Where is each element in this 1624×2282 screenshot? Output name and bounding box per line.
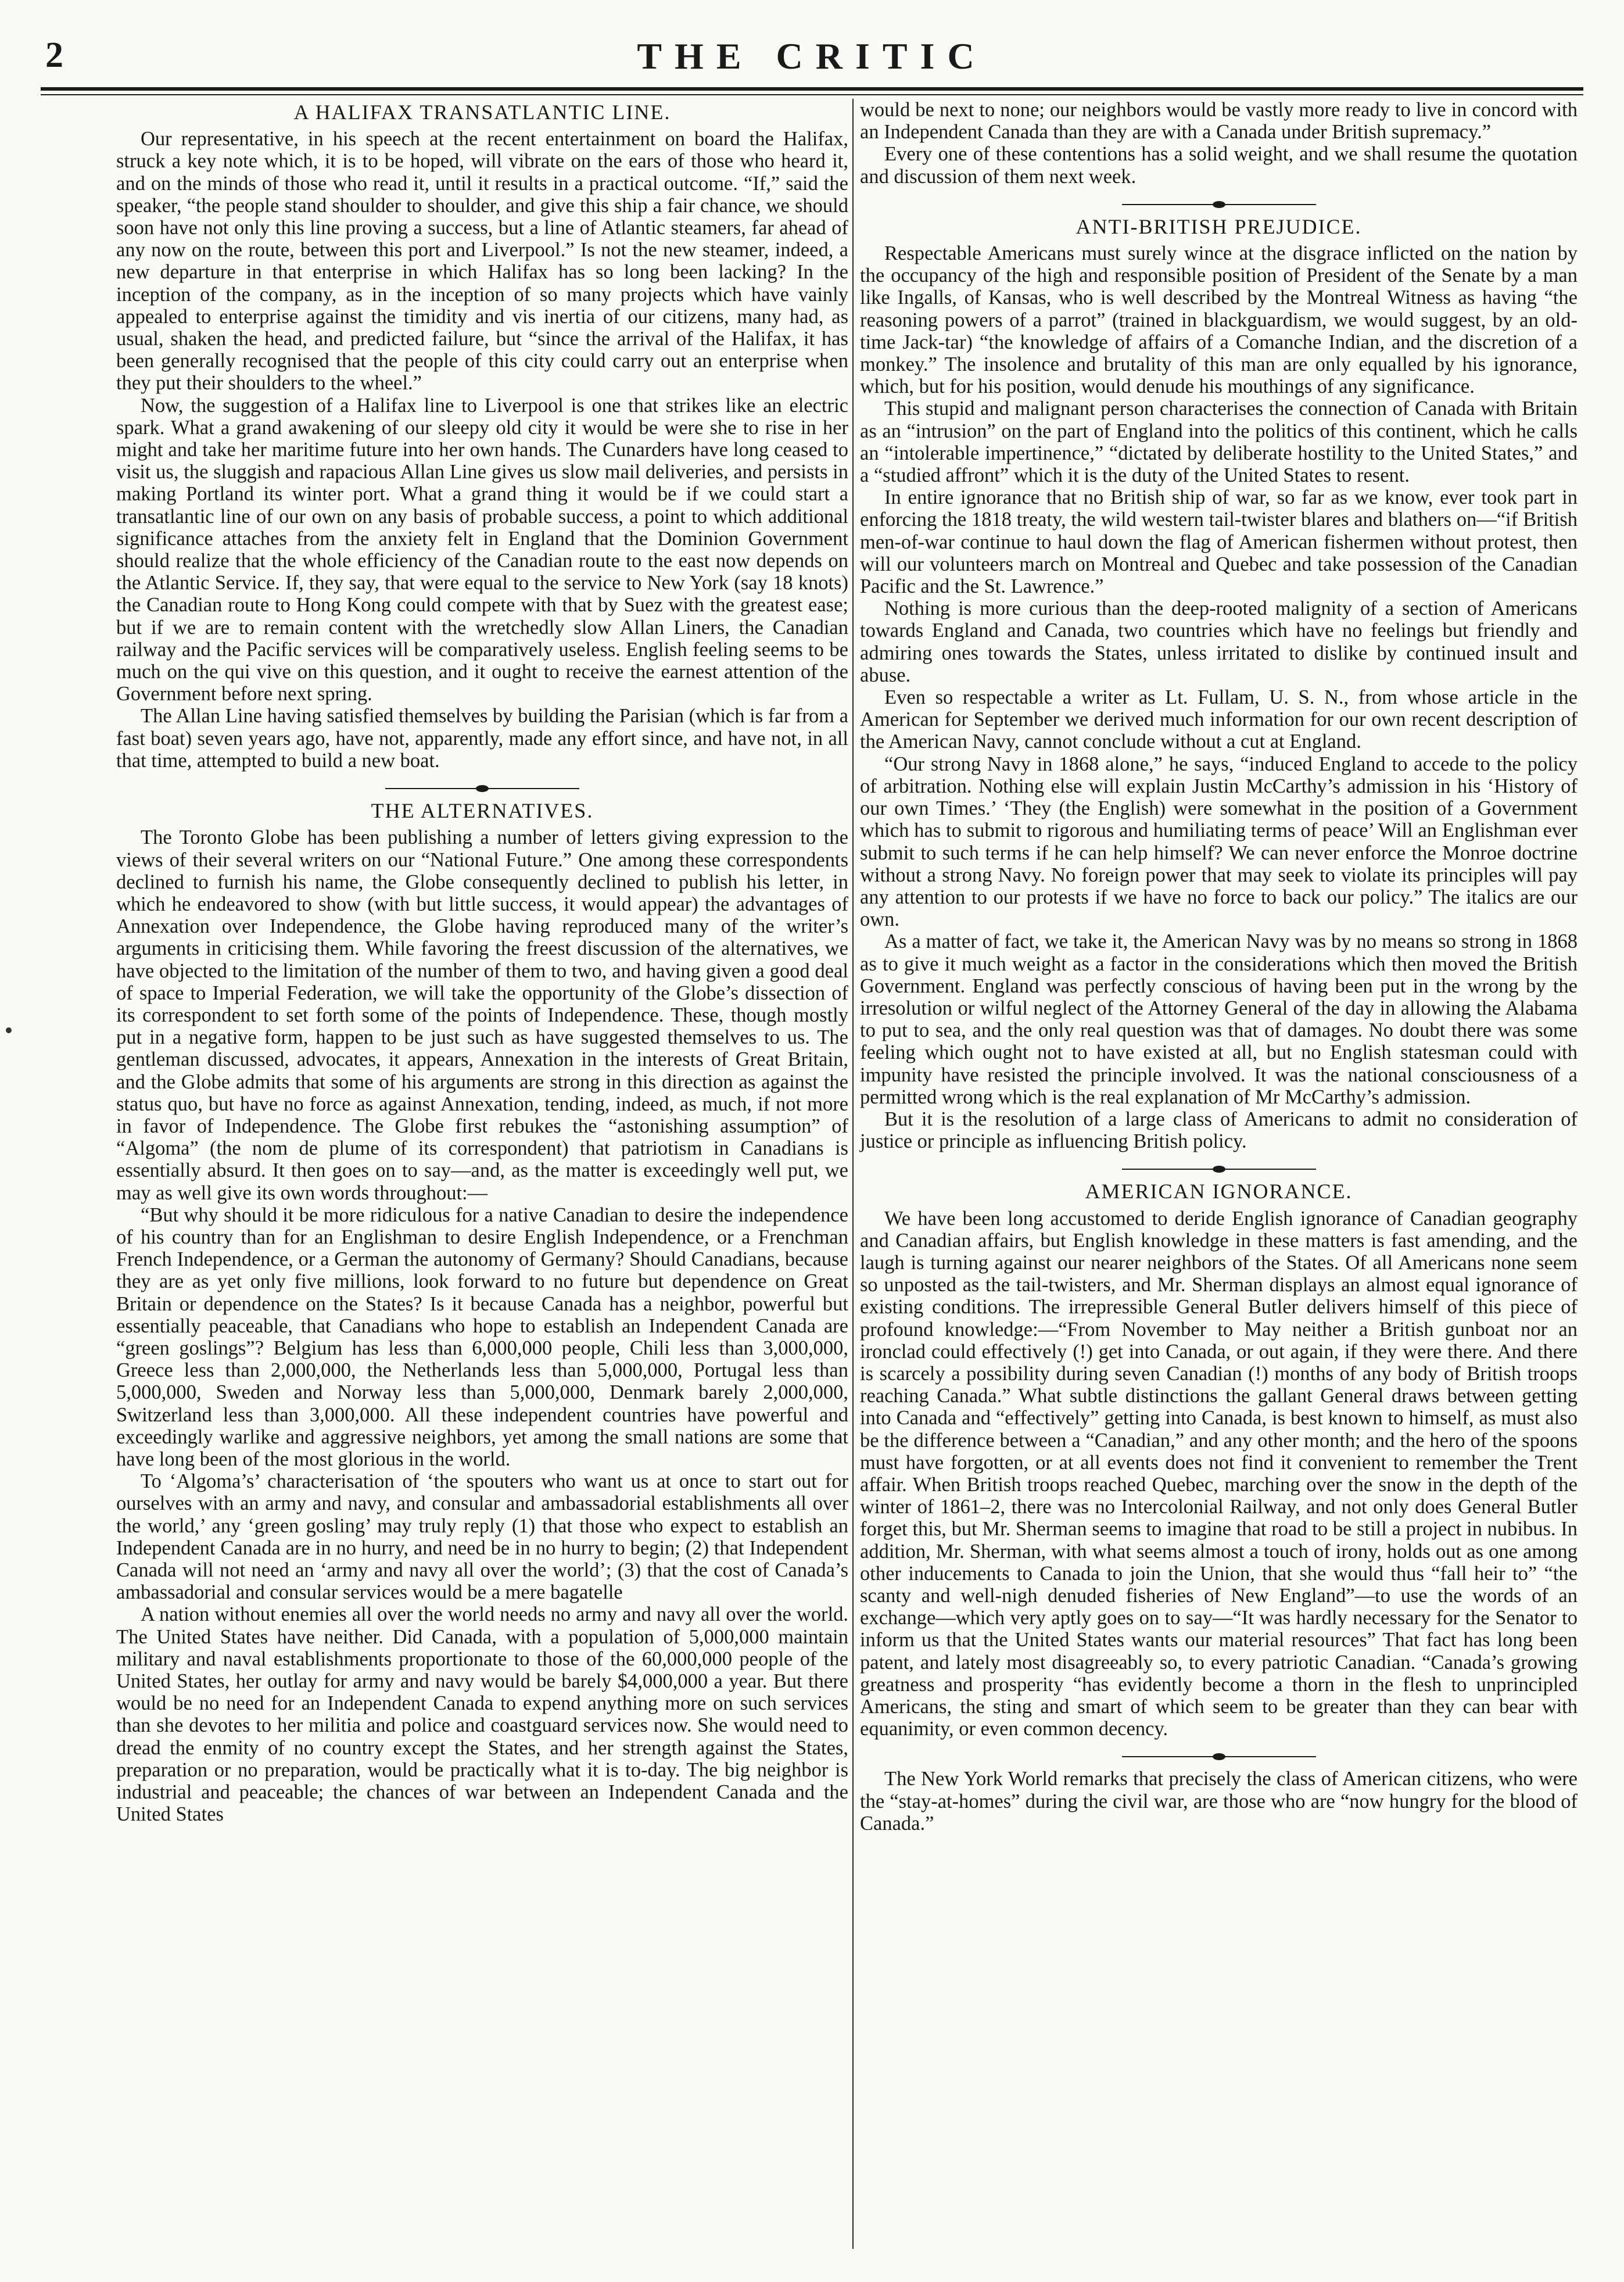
masthead-rule-thin <box>41 94 1583 95</box>
paragraph: “But why should it be more ridiculous for a native Canadian to desire the independence of his country than for an Englishman to desire English Independence, or a Frenchman French Independence, or a German the autonomy of Germany? Should Canadians, because they are as yet only five millions, look forward to no future but dependence on Great Britain or dependence on the States? Is it because Canada has a neighbor, powerful but essentially peaceable, that Canadians who hope to establish an Independent Canada are “green goslings”? Belgium has less than 6,000,000 people, Chili less than 3,000,000, Greece less than 2,000,000, the Netherlands less than 5,000,000, Portugal less than 5,000,000, Sweden and Norway less than 5,000,000, Denmark barely 2,000,000, Switzerland less than 3,000,000. All these independent countries have powerful and exceedingly warlike and aggressive neighbors, yet among the small nations are some that have long been of the most glorious in the world. <box>116 1203 848 1470</box>
paragraph: We have been long accustomed to deride English ignorance of Canadian geography and Canadian affairs, but English knowledge in these matters is fast amending, and the laugh is turning against our nearer neighbors of the States. Of all Americans none seem so unposted as the tail-twisters, and Mr. Sherman displays an almost equal ignorance of existing conditions. The irrepressible General Butler delivers himself of this piece of profound knowledge:—“From November to May neither a British gunboat nor an ironclad could effectively (!) get into Canada, or out again, if they were there. And there is scarcely a possibility during seven Canadian (!) months of any body of British troops reaching Canada.” What subtle distinctions the gallant General draws between getting into Canada and “effectively” getting into Canada, is best known to himself, as must also be the difference between a “Canadian,” and any other month; and the hero of the spoons must have forgotten, or at all events does not find it convenient to remember the Trent affair. When British troops reached Quebec, marching over the snow in the depth of the winter of 1861–2, there was no Intercolonial Railway, and not only does General Butler forget this, but Mr. Sherman seems to imagine that road to be still a project in nubibus. In addition, Mr. Sherman, with what seems almost a touch of irony, holds out as one among other inducements to Canada to join the Union, that she would thus “fall heir to” “the scanty and well-nigh denuded fisheries of New England”—to use the words of an exchange—which very aptly goes on to say—“It was hardly necessary for the Senator to inform us that the United States wants our material resources” That fact has long been patent, and lately most disagreeably so, to every patriotic Canadian. “Canada’s growing greatness and prosperity “has evidently become a thorn in the flesh to unprincipled Americans, the sting and smart of which seem to be greater than they can bear with equanimity, or even common decency. <box>860 1207 1578 1740</box>
paragraph: But it is the resolution of a large class of Americans to admit no consideration of justice or principle as influencing British policy. <box>860 1108 1578 1153</box>
paragraph: Respectable Americans must surely wince at the disgrace inflicted on the nation by the occupancy of the high and responsible position of President of the Senate by a man like Ingalls, of Kansas, who is well described by the Montreal Witness as having “the reasoning powers of a parrot” (trained in blackguardism, we would suggest, by an old-time Jack-tar) “the knowledge of affairs of a Comanche Indian, and the discretion of a monkey.” The insolence and brutality of this man are only equalled by his ignorance, which, but for his position, would denude his mouthings of any significance. <box>860 242 1578 398</box>
section-separator <box>860 1160 1578 1176</box>
right-column <box>860 99 1578 1835</box>
masthead-rule-thick <box>41 87 1583 91</box>
paragraph: The New York World remarks that precisely the class of American citizens, who were the “stay-at-homes” during the civil war, are those who are “now hungry for the blood of Canada.” <box>860 1768 1578 1835</box>
section-separator <box>860 1748 1578 1763</box>
paragraph: Nothing is more curious than the deep-rooted malignity of a section of Americans towards England and Canada, two countries which have no feelings but friendly and admiring ones towards the States, unless irritated to dislike by continued insult and abuse. <box>860 597 1578 686</box>
paragraph: would be next to none; our neighbors would be vastly more ready to live in concord with an Independent Canada than they are with a Canada under British supremacy.” <box>860 99 1578 144</box>
paragraph: As a matter of fact, we take it, the American Navy was by no means so strong in 1868 as to give it much weight as a factor in the considerations which then moved the British Government. England was perfectly conscious of having been put in the wrong by the irresolution or wilful neglect of the Attorney General of the day in allowing the Alabama to put to sea, and the only real question was that of damages. No doubt there was some feeling which ought not to have existed at all, but no English statesman could with impunity have resisted the principle involved. It was the national consciousness of a permitted wrong which is the real explanation of Mr McCarthy’s admission. <box>860 930 1578 1108</box>
paragraph: Even so respectable a writer as Lt. Fullam, U. S. N., from whose article in the American for September we derived much information for our own recent description of the American Navy, cannot conclude without a cut at England. <box>860 686 1578 753</box>
column-divider <box>852 99 854 2249</box>
article-heading-alternatives: THE ALTERNATIVES. <box>371 799 594 823</box>
paragraph: A nation without enemies all over the world needs no army and navy all over the world. The United States have neither. Did Canada, with a population of 5,000,000 maintain military and naval establishments proportionate to those of the 60,000,000 people of the United States, her outlay for army and navy would be barely $4,000,000 a year. But there would be no need for an Independent Canada to expend anything more on such services than she devotes to her militia and police and coastguard services now. She would need to dread the enmity of no country except the States, and her strength against the States, preparation or no preparation, would be practically what it is to-day. The big neighbor is industrial and peaceable; the chances of war between an Independent Canada and the United States <box>116 1603 848 1826</box>
paragraph: The Allan Line having satisfied themselves by building the Parisian (which is far from a fast boat) seven years ago, have not, apparently, made any effort since, and have not, in all that time, attempted to build a new boat. <box>116 705 848 772</box>
article-heading-anti-british: ANTI-BRITISH PREJUDICE. <box>1076 214 1362 238</box>
section-separator <box>116 780 848 795</box>
paragraph: This stupid and malignant person characterises the connection of Canada with Britain as an “intrusion” on the part of England into the politics of this continent, which he calls an “intolerable impertinence,” “dictated by deliberate hostility to the United States,” and a “studied affront” which it is the duty of the United States to resent. <box>860 397 1578 487</box>
section-separator <box>860 196 1578 211</box>
article-heading-american-ignorance: AMERICAN IGNORANCE. <box>1085 1180 1353 1203</box>
left-column <box>116 99 848 1825</box>
masthead <box>41 35 1583 90</box>
paragraph: To ‘Algoma’s’ characterisation of ‘the spouters who want us at once to start out for ourselves with an army and navy, and consular and ambassadorial establishments all over the world,’ any ‘green gosling’ may truly reply (1) that those who expect to establish an Independent Canada are in no hurry, and need be in no hurry to begin; (2) that Independent Canada will not need an ‘army and navy all over the world’; (3) that the cost of Canada’s ambassadorial and consular services would be a mere bagatelle <box>116 1470 848 1604</box>
paragraph: Our representative, in his speech at the recent entertainment on board the Halifax, struck a key note which, it is to be hoped, will vibrate on the ears of those who heard it, and on the minds of those who read it, until it results in a practical outcome. “If,” said the speaker, “the people stand shoulder to shoulder, and give this ship a fair chance, we should soon have not only this line proving a success, but a line of Atlantic steamers, far ahead of any now on the route, between this port and Liverpool.” Is not the new steamer, indeed, a new departure in that enterprise in which Halifax has so long been lacking? In the inception of the company, as in the inception of so many projects which have vainly appealed to enterprise against the timidity and vis inertia of our citizens, many had, as usual, shaken the head, and predicted failure, but “since the arrival of the Halifax, it has been generally recognised that the people of this city could carry out an enterprise when they put their shoulders to the wheel.” <box>116 128 848 395</box>
page-number: 2 <box>45 35 63 75</box>
paragraph: In entire ignorance that no British ship of war, so far as we know, ever took part in enforcing the 1818 treaty, the wild western tail-twister blares and blathers on—“if British men-of-war continue to haul down the flag of American fishermen without protest, then will our volunteers march on Montreal and Quebec and take possession of the Canadian Pacific and the St. Lawrence.” <box>860 486 1578 598</box>
paragraph: Every one of these contentions has a solid weight, and we shall resume the quotation and discussion of them next week. <box>860 143 1578 188</box>
margin-speck <box>6 1027 12 1033</box>
article-heading-halifax: A HALIFAX TRANSATLANTIC LINE. <box>293 101 671 124</box>
paragraph: The Toronto Globe has been publishing a number of letters giving expression to the views of their several writers on our “National Future.” One among these correspondents declined to furnish his name, the Globe consequently declined to publish his letter, in which he endeavored to show (with but little success, it would appear) the advantages of Annexation over Independence, the Globe having reproduced many of the writer’s arguments in criticising them. While favoring the freest discussion of the alternatives, we have objected to the limitation of the number of them to two, and having given a good deal of space to Imperial Federation, we will take the opportunity of the Globe’s dissection of its correspondent to set forth some of the points of Independence. These, though mostly put in a negative form, happen to be just such as have suggested themselves to us. The gentleman discussed, advocates, it appears, Annexation in the interests of Great Britain, and the Globe admits that some of his arguments are strong in this direction as against the status quo, but have no force as against Annexation, tending, indeed, as much, if not more in favor of Independence. The Globe first rebukes the “astonishing assumption” of “Algoma” (the nom de plume of its correspondent) that patriotism in Canadians is essentially absurd. It then goes on to say—and, as the matter is exceedingly well put, we may as well give its own words throughout:— <box>116 826 848 1204</box>
newspaper-title: THE CRITIC <box>637 35 987 77</box>
paragraph: “Our strong Navy in 1868 alone,” he says, “induced England to accede to the policy of arbitration. Nothing else will explain Justin McCarthy’s admission in his ‘History of our own Times.’ ‘They (the English) were somewhat in the position of a Government which has to submit to rigorous and humiliating terms of peace’ Will an Englishman ever submit to such terms if he can help himself? We can never enforce the Monroe doctrine without a strong Navy. No foreign power that may seek to violate its principles will pay any attention to our protests if we have no force to back our policy.” The italics are our own. <box>860 753 1578 931</box>
paragraph: Now, the suggestion of a Halifax line to Liverpool is one that strikes like an electric spark. What a grand awakening of our sleepy old city it would be were she to rise in her might and take her maritime future into her own hands. The Cunarders have long ceased to visit us, the sluggish and rapacious Allan Line gives us slow mail deliveries, and persists in making Portland its winter port. What a grand thing it would be if we could start a transatlantic line of our own on any basis of probable success, a point to which additional significance attaches from the anxiety felt in England that the Dominion Government should realize that the whole efficiency of the Canadian route to the east now depends on the Atlantic Service. If, they say, that were equal to the service to New York (say 18 knots) the Canadian route to Hong Kong could compete with that by Suez with the greatest ease; but if we are to remain content with the wretchedly slow Allan Liners, the Canadian railway and the Pacific services will be comparatively useless. English feeling seems to be much on the qui vive on this question, and it ought to receive the earnest attention of the Government before next spring. <box>116 394 848 705</box>
